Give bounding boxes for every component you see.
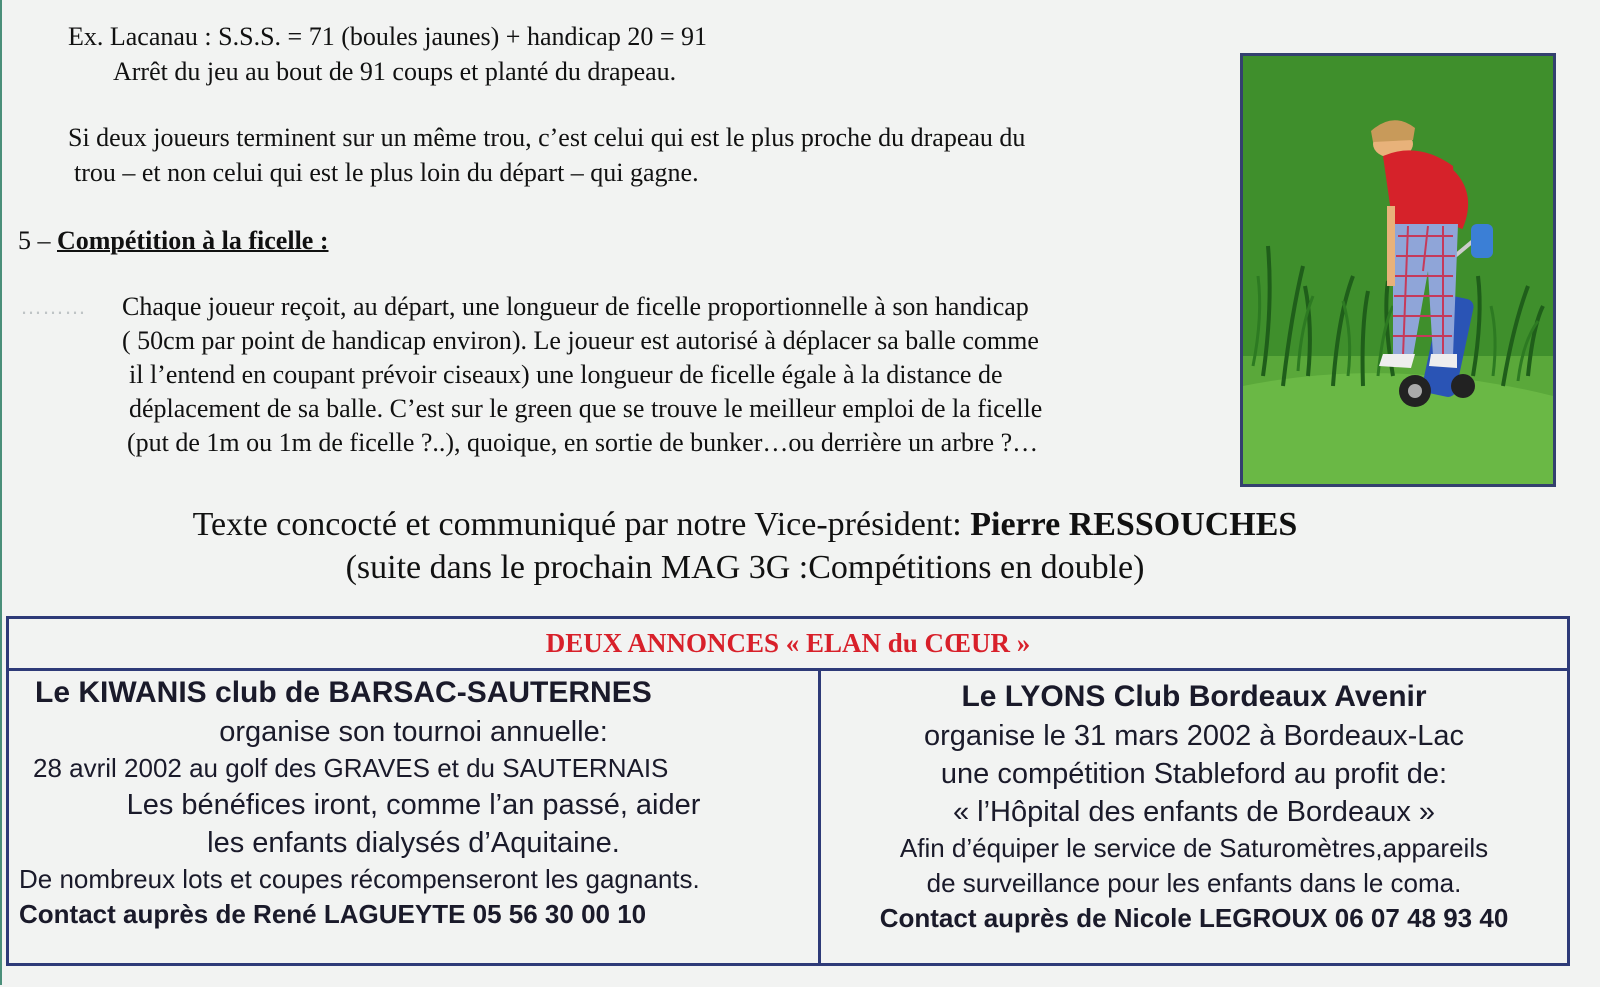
lyons-line-2: une compétition Stableford au profit de:: [940, 758, 1448, 790]
kiwanis-line-1: organise son tournoi annuelle:: [219, 716, 608, 748]
kiwanis-line-3: Les bénéfices iront, comme l’an passé, aider: [126, 789, 701, 821]
announcements-box: [6, 616, 1570, 966]
section-5-number: 5 –: [18, 226, 57, 255]
kiwanis-announcement: [9, 671, 821, 963]
section-5-title: Compétition à la ficelle :: [57, 226, 329, 255]
kiwanis-line-5: De nombreux lots et coupes récompenseront les gagnants.: [19, 864, 700, 894]
lyons-line-5: de surveillance pour les enfants dans le coma.: [926, 868, 1462, 898]
golfer-illustration: [1240, 53, 1556, 487]
lyons-line-4: Afin d’équiper le service de Saturomètres,appareils: [899, 833, 1489, 863]
lyons-announcement: [821, 671, 1567, 963]
lyons-line-1: organise le 31 mars 2002 à Bordeaux-Lac: [923, 720, 1465, 752]
credit-prefix: Texte concocté et communiqué par notre Vice-président:: [192, 506, 971, 543]
lyons-line-3: « l’Hôpital des enfants de Bordeaux »: [952, 796, 1436, 828]
kiwanis-line-4: les enfants dialysés d’Aquitaine.: [207, 827, 620, 859]
example-line-2: Arrêt du jeu au bout de 91 coups et planté du drapeau.: [113, 57, 677, 86]
announcements-title: DEUX ANNONCES « ELAN du CŒUR »: [9, 619, 1567, 671]
credit-line-1: [0, 505, 1490, 545]
rule-line-2: trou – et non celui qui est le plus loin du départ – qui gagne.: [74, 158, 699, 187]
section-5-line-3: il l’entend en coupant prévoir ciseaux) une longueur de ficelle égale à la distance de: [129, 360, 1003, 389]
section-5-line-2: ( 50cm par point de handicap environ). Le joueur est autorisé à déplacer sa balle comme: [122, 326, 1039, 355]
section-5-line-4: déplacement de sa balle. C’est sur le green que se trouve le meilleur emploi de la ficelle: [129, 394, 1043, 423]
kiwanis-contact: Contact auprès de René LAGUEYTE 05 56 30 00 10: [19, 899, 647, 929]
section-5-heading: [18, 226, 329, 256]
example-line-1: Ex. Lacanau : S.S.S. = 71 (boules jaunes) + handicap 20 = 91: [68, 22, 707, 51]
kiwanis-org-name: Le KIWANIS club de BARSAC-SAUTERNES: [35, 676, 652, 709]
lyons-contact: Contact auprès de Nicole LEGROUX 06 07 48 93 40: [879, 903, 1509, 933]
section-5-line-5: (put de 1m ou 1m de ficelle ?..), quoique, en sortie de bunker…ou derrière un arbre ?…: [127, 428, 1039, 457]
section-5-line-1: Chaque joueur reçoit, au départ, une longueur de ficelle proportionnelle à son handicap: [122, 292, 1029, 321]
rule-line-1: Si deux joueurs terminent sur un même trou, c’est celui qui est le plus proche du drapeau du: [68, 123, 1026, 152]
lyons-org-name: Le LYONS Club Bordeaux Avenir: [961, 680, 1427, 713]
credit-line-2: (suite dans le prochain MAG 3G :Compétitions en double): [345, 549, 1145, 586]
kiwanis-line-2: 28 avril 2002 au golf des GRAVES et du SAUTERNAIS: [33, 753, 669, 783]
bleed-through-text: ………: [20, 294, 86, 319]
golfer-in-rough-image: [1243, 56, 1553, 484]
credit-author: Pierre RESSOUCHES: [970, 506, 1298, 543]
